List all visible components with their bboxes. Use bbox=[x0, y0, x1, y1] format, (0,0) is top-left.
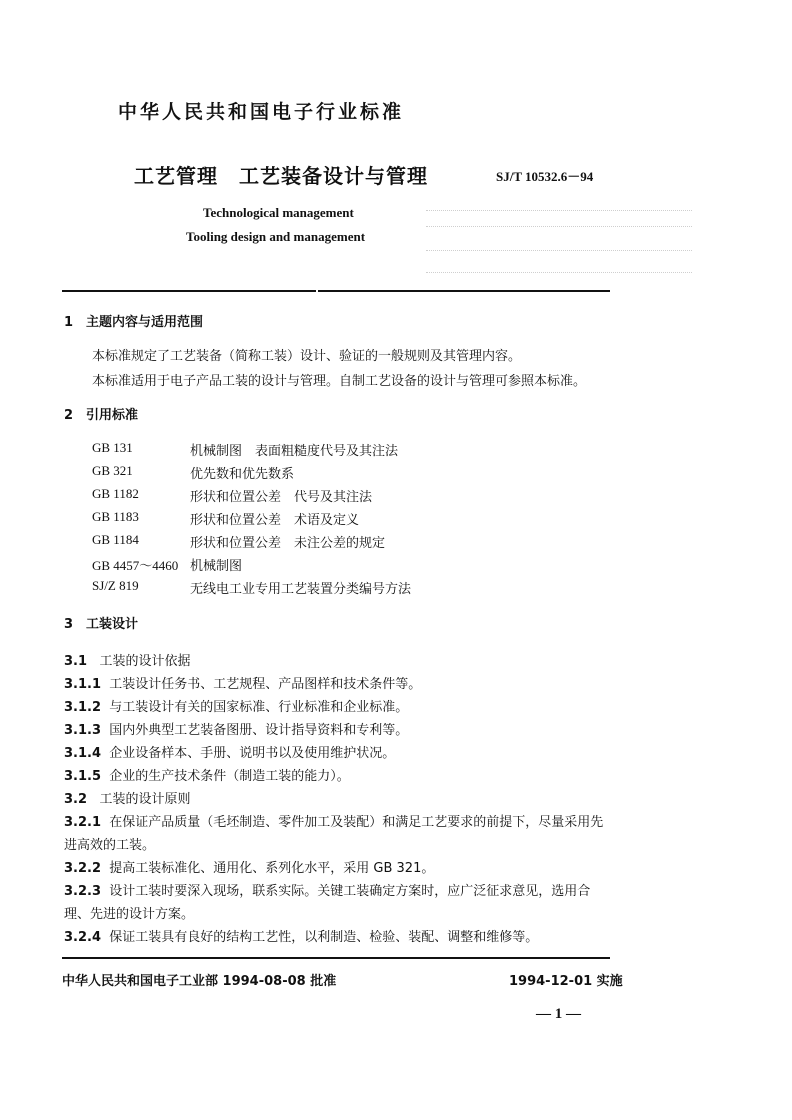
clause-3-1-3 bbox=[64, 719, 408, 738]
decorative-dotted-line bbox=[426, 272, 692, 273]
reference-code: GB 1183 bbox=[92, 509, 139, 524]
decorative-dotted-line bbox=[426, 250, 692, 251]
clause-3-1-5 bbox=[64, 765, 350, 784]
reference-title: 形状和位置公差 术语及定义 bbox=[190, 513, 360, 528]
clause-text: 企业设备样本、手册、说明书以及使用维护状况。 bbox=[109, 746, 396, 761]
reference-code: GB 1182 bbox=[92, 486, 139, 501]
reference-code: GB 1184 bbox=[92, 532, 139, 547]
clause-number: 3.2.1 bbox=[64, 815, 102, 830]
clause-number: 3.2.3 bbox=[64, 884, 102, 899]
clause-number: 3.2.4 bbox=[64, 930, 102, 945]
document-title-en-line2: Tooling design and management bbox=[186, 229, 366, 244]
clause-number: 3.1.1 bbox=[64, 677, 102, 692]
clause-3-2-3-continuation: 理、先进的设计方案。 bbox=[64, 907, 195, 922]
clause-text: 提高工装标准化、通用化、系列化水平，采用 GB 321。 bbox=[109, 861, 435, 876]
clause-text: 设计工装时要深入现场，联系实际。关键工装确定方案时，应广泛征求意见，选用合 bbox=[109, 884, 591, 899]
footer-rule bbox=[62, 957, 610, 959]
reference-code: SJ/Z 819 bbox=[92, 578, 139, 593]
header-rule-left bbox=[62, 290, 316, 292]
section-2-heading: 2 引用标准 bbox=[64, 408, 139, 423]
clause-3-1-4 bbox=[64, 742, 395, 761]
clause-text: 在保证产品质量（毛坯制造、零件加工及装配）和满足工艺要求的前提下，尽量采用先 bbox=[109, 815, 604, 830]
reference-title: 形状和位置公差 代号及其注法 bbox=[190, 490, 373, 505]
decorative-dotted-line bbox=[426, 210, 692, 211]
clause-text: 工装的设计依据 bbox=[99, 654, 191, 669]
clause-number: 3.2 bbox=[64, 792, 88, 807]
section-3-heading: 3 工装设计 bbox=[64, 617, 139, 632]
document-title-en-line1: Technological management bbox=[203, 205, 354, 220]
clause-number: 3.1.5 bbox=[64, 769, 102, 784]
reference-title: 机械制图 表面粗糙度代号及其注法 bbox=[190, 444, 399, 459]
clause-3-1-2 bbox=[64, 696, 408, 715]
clause-number: 3.1.4 bbox=[64, 746, 102, 761]
approval-info: 中华人民共和国电子工业部 1994-08-08 批准 bbox=[62, 974, 337, 989]
clause-text: 工装的设计原则 bbox=[99, 792, 191, 807]
decorative-dotted-line bbox=[426, 226, 692, 227]
reference-code: GB 131 bbox=[92, 440, 133, 455]
clause-text: 国内外典型工艺装备图册、设计指导资料和专利等。 bbox=[109, 723, 409, 738]
section-1-paragraph-2: 本标准适用于电子产品工装的设计与管理。自制工艺设备的设计与管理可参照本标准。 bbox=[92, 374, 587, 389]
clause-3-1-1 bbox=[64, 673, 421, 692]
clause-text: 与工装设计有关的国家标准、行业标准和企业标准。 bbox=[109, 700, 409, 715]
standard-number: SJ/T 10532.6－94 bbox=[496, 169, 594, 184]
reference-title: 形状和位置公差 未注公差的规定 bbox=[190, 536, 386, 551]
clause-number: 3.2.2 bbox=[64, 861, 102, 876]
clause-text: 工装设计任务书、工艺规程、产品图样和技术条件等。 bbox=[109, 677, 422, 692]
clause-number: 3.1.2 bbox=[64, 700, 102, 715]
clause-3-2-3 bbox=[64, 880, 590, 899]
clause-text: 保证工装具有良好的结构工艺性，以利制造、检验、装配、调整和维修等。 bbox=[109, 930, 539, 945]
issuing-body-header: 中华人民共和国电子行业标准 bbox=[118, 101, 405, 123]
clause-number: 3.1.3 bbox=[64, 723, 102, 738]
document-title-cn: 工艺管理 工艺装备设计与管理 bbox=[134, 164, 428, 188]
reference-code: GB 321 bbox=[92, 463, 133, 478]
reference-title: 优先数和优先数系 bbox=[190, 467, 295, 482]
implementation-date: 1994-12-01 实施 bbox=[509, 974, 623, 989]
clause-3-1 bbox=[64, 650, 190, 669]
clause-text: 企业的生产技术条件（制造工装的能力）。 bbox=[109, 769, 350, 784]
clause-3-2-1-continuation: 进高效的工装。 bbox=[64, 838, 156, 853]
reference-title: 无线电工业专用工艺装置分类编号方法 bbox=[190, 582, 412, 597]
clause-3-2-1 bbox=[64, 811, 603, 830]
page-number: — 1 — bbox=[536, 1006, 581, 1022]
clause-3-2 bbox=[64, 788, 190, 807]
section-1-heading: 1 主题内容与适用范围 bbox=[64, 315, 204, 330]
clause-number: 3.1 bbox=[64, 654, 88, 669]
reference-code: GB 4457～4460 bbox=[92, 558, 179, 573]
section-1-paragraph-1: 本标准规定了工艺装备（简称工装）设计、验证的一般规则及其管理内容。 bbox=[92, 349, 522, 364]
reference-title: 机械制图 bbox=[190, 559, 243, 574]
clause-3-2-2 bbox=[64, 857, 434, 876]
clause-3-2-4 bbox=[64, 926, 538, 945]
header-rule-right bbox=[318, 290, 610, 292]
